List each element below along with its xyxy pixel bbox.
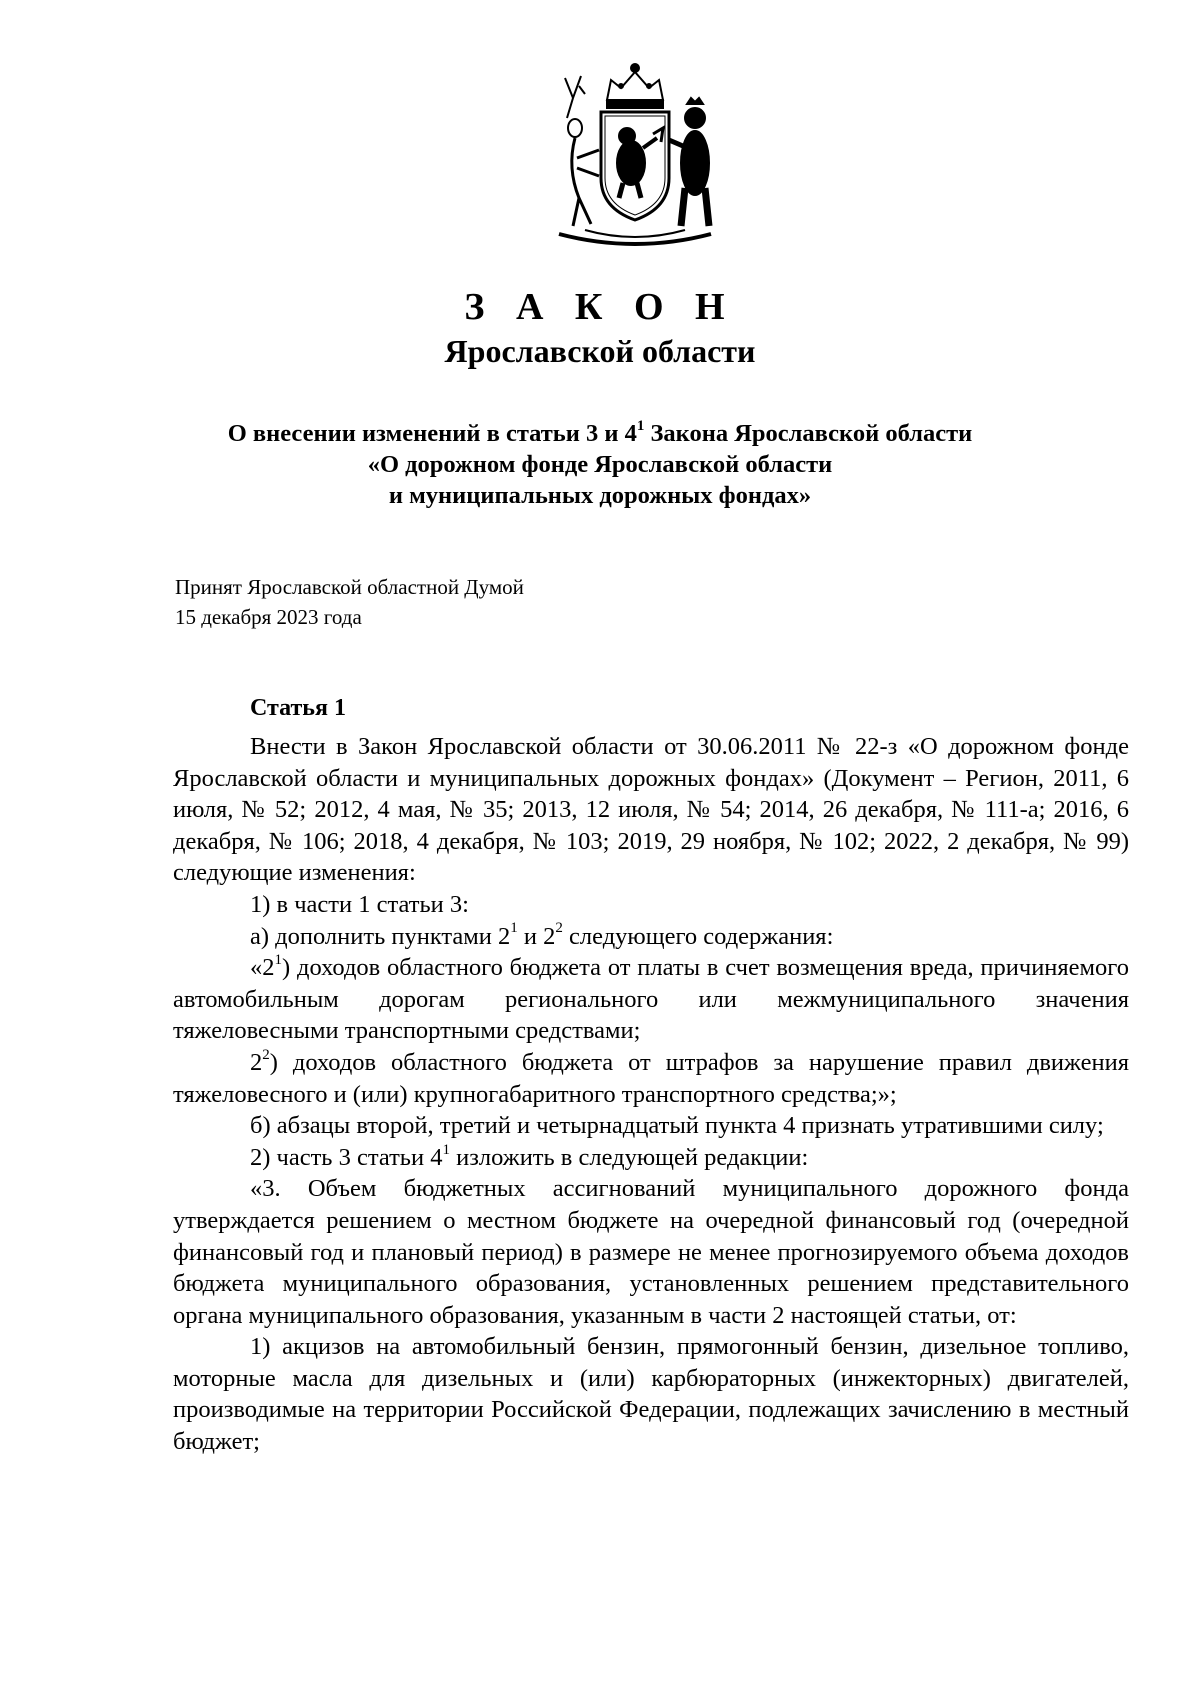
subject-line-3: и муниципальных дорожных фондах» [388,482,812,509]
coat-of-arms-emblem [545,58,725,253]
paragraph: 2) часть 3 статьи $4^1$ изложить в следующей редакции: [250,1141,809,1171]
law-subject [0,418,1200,511]
paragraph: «$2^1$) доходов областного бюджета от платы в счет возмещения вреда, причиняемого автомобильным дорогам регионального или межмуниципального значения тяжеловесными транспортными средствами; [173,952,1129,1045]
subject-line-1: О внесении изменений в статьи 3 и $4^1$ Закона Ярославской области [227,417,973,447]
paragraph: «3. Объем бюджетных ассигнований муниципального дорожного фонда утверждается решением о местном бюджете на очередной финансовый год (очередной финансовый год и плановый период) в размере не менее прогнозируемого объема доходов бюджета муниципального образования, установленных решением представительного органа муниципального образования, указанным в части 2 настоящей статьи, от: [173,1175,1129,1329]
adoption-date: 15 декабря 2023 года [175,605,362,629]
article-body [173,731,1129,1458]
subject-line-2: «О дорожном фонде Ярославской области [367,451,833,478]
region-title: Ярославской области [444,333,756,369]
adoption-body: Принят Ярославской областной Думой [175,575,524,599]
paragraph: $2^2$) доходов областного бюджета от штрафов за нарушение правил движения тяжеловесного и (или) крупногабаритного транспортного средства;»; [173,1046,1129,1108]
adoption-note [175,572,524,632]
paragraph: Внести в Закон Ярославской области от 30.06.2011 № 22-з «О дорожном фонде Ярославской области и муниципальных дорожных фондах» (Документ – Регион, 2011, 6 июля, № 52; 2012, 4 мая, № 35; 2013, 12 июля, № 54; 2014, 26 декабря, № 111-а; 2016, 6 декабря, № 106; 2018, 4 декабря, № 103; 2019, 29 ноября, № 102; 2022, 2 декабря, № 99) следующие изменения: [173,733,1129,887]
paragraph: б) абзацы второй, третий и четырнадцатый пункта 4 признать утратившими силу; [250,1112,1104,1140]
paragraph: 1) в части 1 статьи 3: [250,890,469,918]
paragraph: 1) акцизов на автомобильный бензин, прямогонный бензин, дизельное топливо, моторные масла для дизельных и (или) карбюраторных (инжекторных) двигателей, производимые на территории Российской Федерации, подлежащих зачислению в местный бюджет; [173,1333,1129,1456]
paragraph: а) дополнить пунктами $2^1$ и $2^2$ следующего содержания: [250,920,834,950]
document-type-title: З А К О Н [464,286,736,328]
article-heading: Статья 1 [250,695,346,721]
